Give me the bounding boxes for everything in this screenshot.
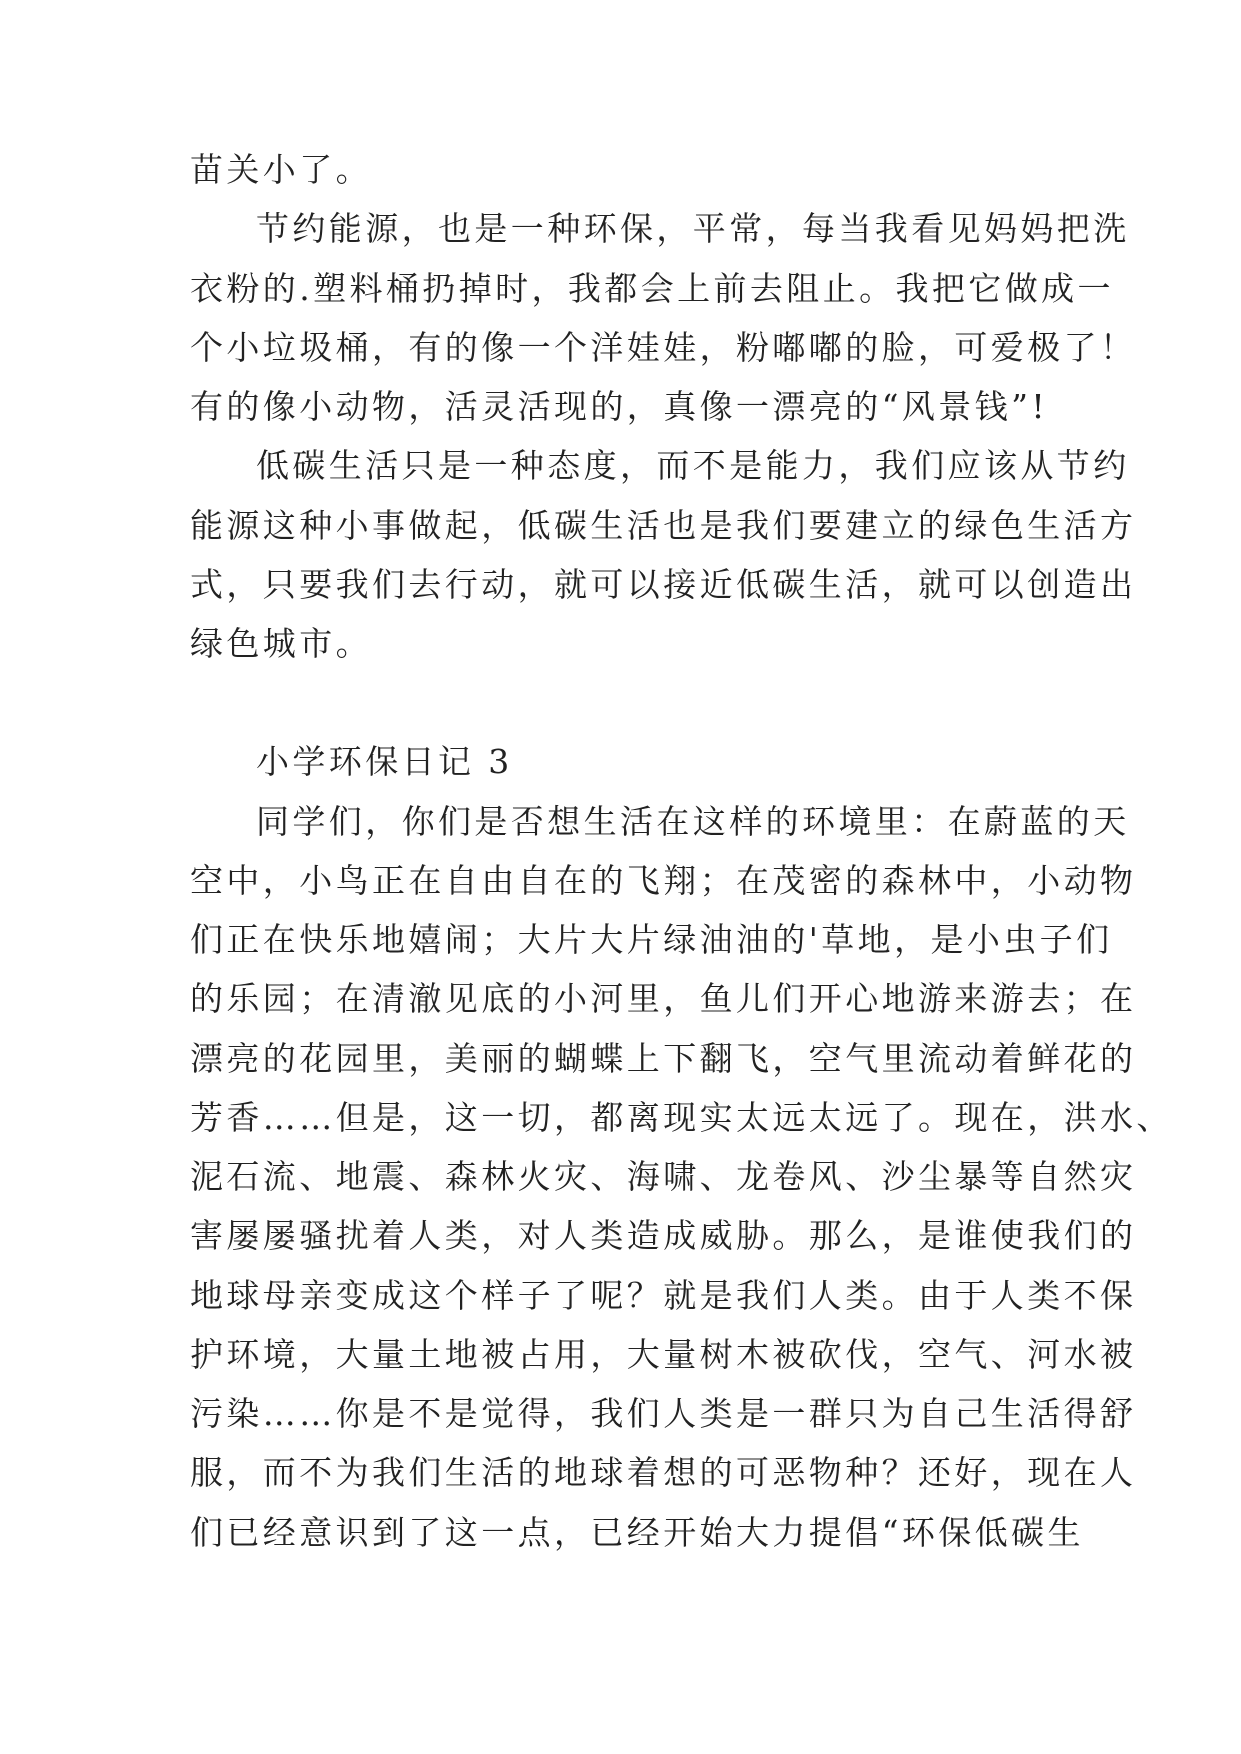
paragraph-first-line: 同学们，你们是否想生活在这样的环境里：在蔚蓝的天	[256, 802, 1130, 841]
text-line: 空中，小鸟正在自由自在的飞翔；在茂密的森林中，小动物	[190, 861, 1137, 900]
text-line: 式，只要我们去行动，就可以接近低碳生活，就可以创造出	[190, 565, 1137, 604]
text-line: 个小垃圾桶，有的像一个洋娃娃，粉嘟嘟的脸，可爱极了！	[190, 328, 1137, 367]
text-line: 服，而不为我们生活的地球着想的可恶物种？还好，现在人	[190, 1453, 1137, 1492]
text-line: 污染……你是不是觉得，我们人类是一群只为自己生活得舒	[190, 1394, 1137, 1433]
text-line: 地球母亲变成这个样子了呢？就是我们人类。由于人类不保	[190, 1276, 1137, 1315]
text-line: 芳香……但是，这一切，都离现实太远太远了。现在，洪水、	[190, 1098, 1173, 1137]
text-line: 苗关小了。	[190, 150, 372, 189]
text-line: 漂亮的花园里，美丽的蝴蝶上下翻飞，空气里流动着鲜花的	[190, 1039, 1137, 1078]
section-heading: 小学环保日记 3	[256, 742, 513, 781]
text-line: 的乐园；在清澈见底的小河里，鱼儿们开心地游来游去；在	[190, 979, 1137, 1018]
text-line: 有的像小动物，活灵活现的，真像一漂亮的“风景钱”!	[190, 387, 1049, 426]
text-line: 绿色城市。	[190, 624, 372, 663]
text-line: 们已经意识到了这一点，已经开始大力提倡“环保低碳生	[190, 1513, 1084, 1552]
text-line: 衣粉的.塑料桶扔掉时，我都会上前去阻止。我把它做成一	[190, 269, 1114, 308]
text-line: 们正在快乐地嬉闹；大片大片绿油油的'草地，是小虫子们	[190, 920, 1113, 959]
text-line: 害屡屡骚扰着人类，对人类造成威胁。那么，是谁使我们的	[190, 1216, 1137, 1255]
text-line: 泥石流、地震、森林火灾、海啸、龙卷风、沙尘暴等自然灾	[190, 1157, 1137, 1196]
paragraph-first-line: 节约能源，也是一种环保，平常，每当我看见妈妈把洗	[256, 209, 1130, 248]
text-line: 能源这种小事做起，低碳生活也是我们要建立的绿色生活方	[190, 506, 1137, 545]
text-line: 护环境，大量土地被占用，大量树木被砍伐，空气、河水被	[190, 1335, 1137, 1374]
paragraph-first-line: 低碳生活只是一种态度，而不是能力，我们应该从节约	[256, 446, 1130, 485]
